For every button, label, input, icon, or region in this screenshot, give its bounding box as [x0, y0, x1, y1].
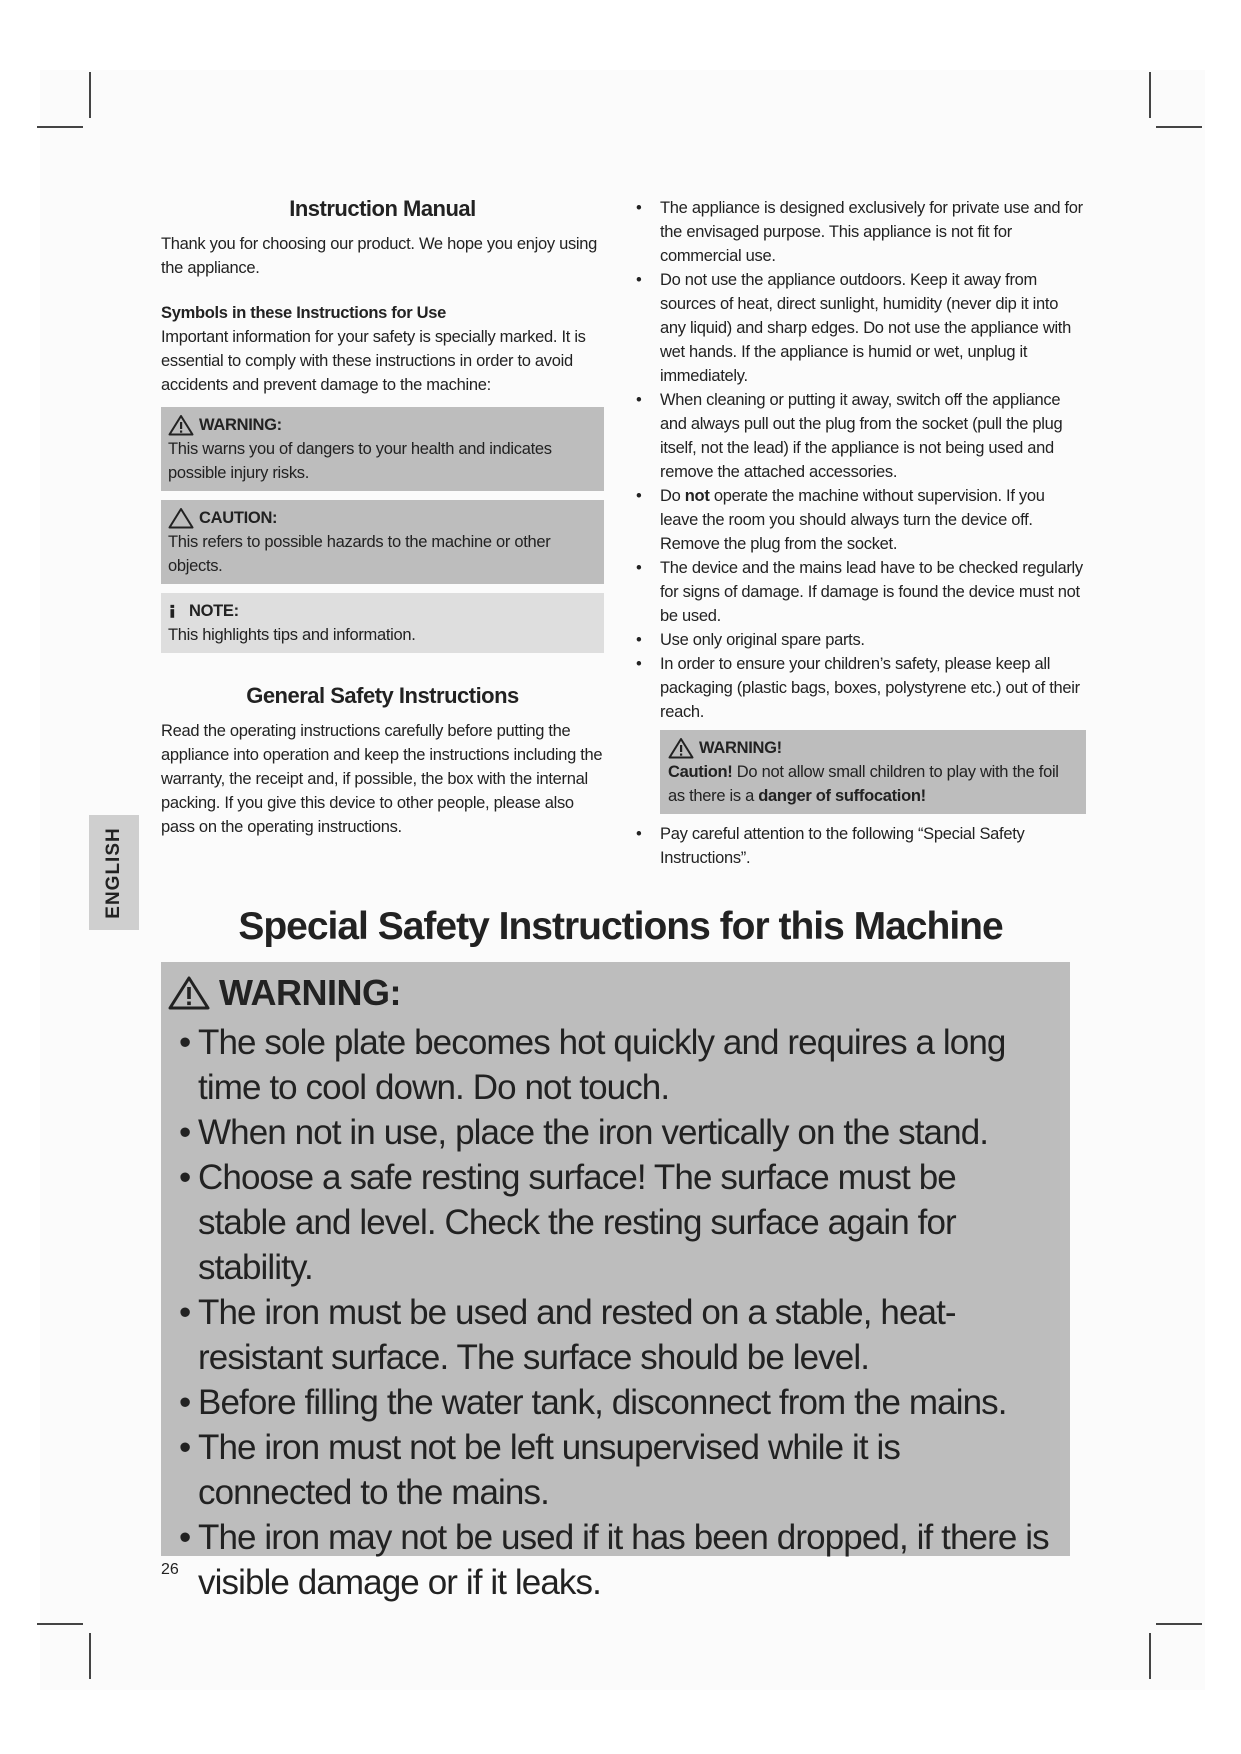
caution-triangle-icon — [168, 507, 194, 529]
special-warning-title — [167, 968, 1050, 1018]
list-item: • Pay careful attention to the following “Special Safety Instructions”. — [636, 822, 1086, 870]
list-item: • Use only original spare parts. — [636, 628, 1086, 652]
caution-box-title — [168, 506, 596, 530]
list-item: • Do not use the appliance outdoors. Keep it away from sources of heat, direct sunlight, humidity (never dip it into any liquid) and sharp edges. Do not use the appliance with wet hands. If the appliance is humid or wet, unplug it immediately. — [636, 268, 1086, 388]
general-safety-text: Read the operating instructions carefully before putting the appliance into operation and keep the instructions including the warranty, the receipt and, if possible, the box with the internal packing. If you give this device to other people, please also pass on the operating instructions. — [161, 722, 603, 836]
special-safety-title: Special Safety Instructions for this Machine — [238, 905, 1003, 948]
list-item-emphasis: not — [684, 487, 710, 505]
page-number: 26 — [161, 1561, 179, 1578]
list-item — [636, 484, 1086, 556]
list-item: • Before filling the water tank, disconnect from the mains. — [167, 1380, 1050, 1425]
caution-label: Caution! — [668, 763, 733, 781]
crop-mark — [37, 1623, 83, 1625]
list-item: • The sole plate becomes hot quickly and requires a long time to cool down. Do not touch. — [167, 1020, 1050, 1110]
safety-list-end — [636, 822, 1086, 870]
special-warning-list — [167, 1020, 1050, 1605]
list-item: • The iron must be used and rested on a stable, heat-resistant surface. The surface should be level. — [167, 1290, 1050, 1380]
note-box-title — [168, 599, 596, 623]
warning-box-label: WARNING: — [199, 416, 282, 434]
list-item: • The iron may not be used if it has been dropped, if there is visible damage or if it leaks. — [167, 1515, 1050, 1605]
symbols-heading: Symbols in these Instructions for Use — [161, 304, 447, 322]
warning-triangle-icon — [668, 737, 694, 759]
suffocation-text: Do not allow small children to play with the foil as there is a — [668, 763, 1059, 805]
caution-box-text: This refers to possible hazards to the machine or other objects. — [168, 533, 551, 575]
list-item: • In order to ensure your children’s safety, please keep all packaging (plastic bags, boxes, polystyrene etc.) out of their reach. — [636, 652, 1086, 724]
crop-mark — [89, 72, 91, 118]
manual-title: Instruction Manual — [289, 196, 476, 221]
list-item: • The appliance is designed exclusively for private use and for the envisaged purpose. This appliance is not fit for commercial use. — [636, 196, 1086, 268]
crop-mark — [37, 126, 83, 128]
symbols-text: Important information for your safety is specially marked. It is essential to comply with these instructions in order to avoid accidents and prevent damage to the machine: — [161, 328, 586, 394]
warning-box-title — [168, 413, 596, 437]
list-item: • The device and the mains lead have to be checked regularly for signs of damage. If damage is found the device must not be used. — [636, 556, 1086, 628]
suffocation-warning-title — [668, 736, 1078, 760]
intro-text: Thank you for choosing our product. We hope you enjoy using the appliance. — [161, 235, 598, 277]
special-warning-label: WARNING: — [219, 972, 401, 1013]
crop-mark — [1149, 72, 1151, 118]
list-item-text: operate the machine without supervision. If you leave the room you should always turn the device off. Remove the plug from the socket. — [660, 487, 1045, 553]
crop-mark — [1156, 126, 1202, 128]
list-item: • When cleaning or putting it away, switch off the appliance and always pull out the plug from the socket (pull the plug itself, not the lead) if the appliance is not being used and remove the attached accessories. — [636, 388, 1086, 484]
crop-mark — [89, 1633, 91, 1679]
list-item-text: Do — [660, 487, 685, 505]
list-item: • When not in use, place the iron vertically on the stand. — [167, 1110, 1050, 1155]
warning-box — [161, 407, 604, 491]
warning-triangle-icon — [168, 414, 194, 436]
info-icon — [168, 600, 184, 622]
note-box — [161, 593, 604, 653]
crop-mark — [1149, 1633, 1151, 1679]
danger-text: danger of suffocation! — [758, 787, 926, 805]
list-item: • The iron must not be left unsupervised while it is connected to the mains. — [167, 1425, 1050, 1515]
safety-list — [636, 196, 1086, 724]
list-item: • Choose a safe resting surface! The surface must be stable and level. Check the resting surface again for stability. — [167, 1155, 1050, 1290]
language-tab-label: ENGLISH — [103, 826, 124, 919]
note-box-label: NOTE: — [189, 602, 239, 620]
right-column — [636, 196, 1086, 870]
note-box-text: This highlights tips and information. — [168, 626, 416, 644]
warning-triangle-icon — [167, 975, 211, 1011]
suffocation-warning-text — [668, 760, 1078, 808]
left-column — [161, 196, 604, 839]
suffocation-warning-label: WARNING! — [699, 739, 782, 757]
general-safety-heading: General Safety Instructions — [246, 683, 519, 708]
caution-box — [161, 500, 604, 584]
caution-box-label: CAUTION: — [199, 509, 278, 527]
warning-box-text: This warns you of dangers to your health and indicates possible injury risks. — [168, 440, 552, 482]
suffocation-warning-box — [660, 730, 1086, 814]
crop-mark — [1156, 1623, 1202, 1625]
